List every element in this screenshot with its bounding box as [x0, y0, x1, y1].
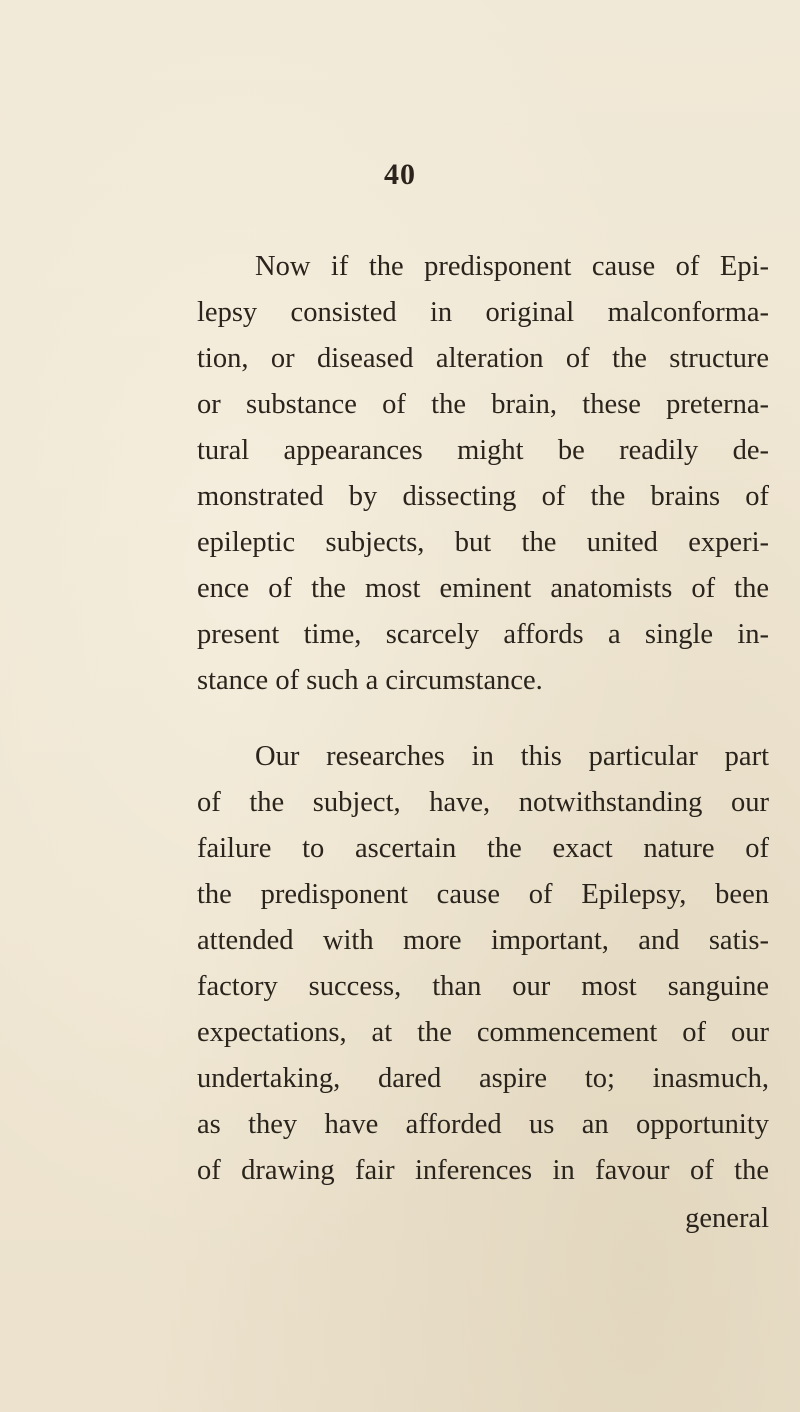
text-line: tion, or diseased alteration of the structure: [197, 343, 769, 374]
text-line: of drawing fair inferences in favour of the: [197, 1155, 769, 1186]
text-line: epileptic subjects, but the united experi-: [197, 527, 769, 558]
text-line: Our researches in this particular part: [255, 741, 769, 772]
text-line: failure to ascertain the exact nature of: [197, 833, 769, 864]
text-line: undertaking, dared aspire to; inasmuch,: [197, 1063, 769, 1094]
text-line: Now if the predisponent cause of Epi-: [255, 251, 769, 282]
text-line: lepsy consisted in original malconforma-: [197, 297, 769, 328]
text-line: stance of such a circumstance.: [197, 665, 543, 696]
text-line: attended with more important, and satis-: [197, 925, 769, 956]
page-number: 40: [384, 158, 416, 191]
text-line: factory success, than our most sanguine: [197, 971, 769, 1002]
text-line: tural appearances might be readily de-: [197, 435, 769, 466]
text-line: monstrated by dissecting of the brains of: [197, 481, 769, 512]
text-line: of the subject, have, notwithstanding our: [197, 787, 769, 818]
text-line: as they have afforded us an opportunity: [197, 1109, 769, 1140]
text-line: or substance of the brain, these preterna-: [197, 389, 769, 420]
text-line: the predisponent cause of Epilepsy, been: [197, 879, 769, 910]
catchword: general: [685, 1203, 769, 1234]
text-line: present time, scarcely affords a single in-: [197, 619, 769, 650]
text-line: ence of the most eminent anatomists of the: [197, 573, 769, 604]
text-line: expectations, at the commencement of our: [197, 1017, 769, 1048]
